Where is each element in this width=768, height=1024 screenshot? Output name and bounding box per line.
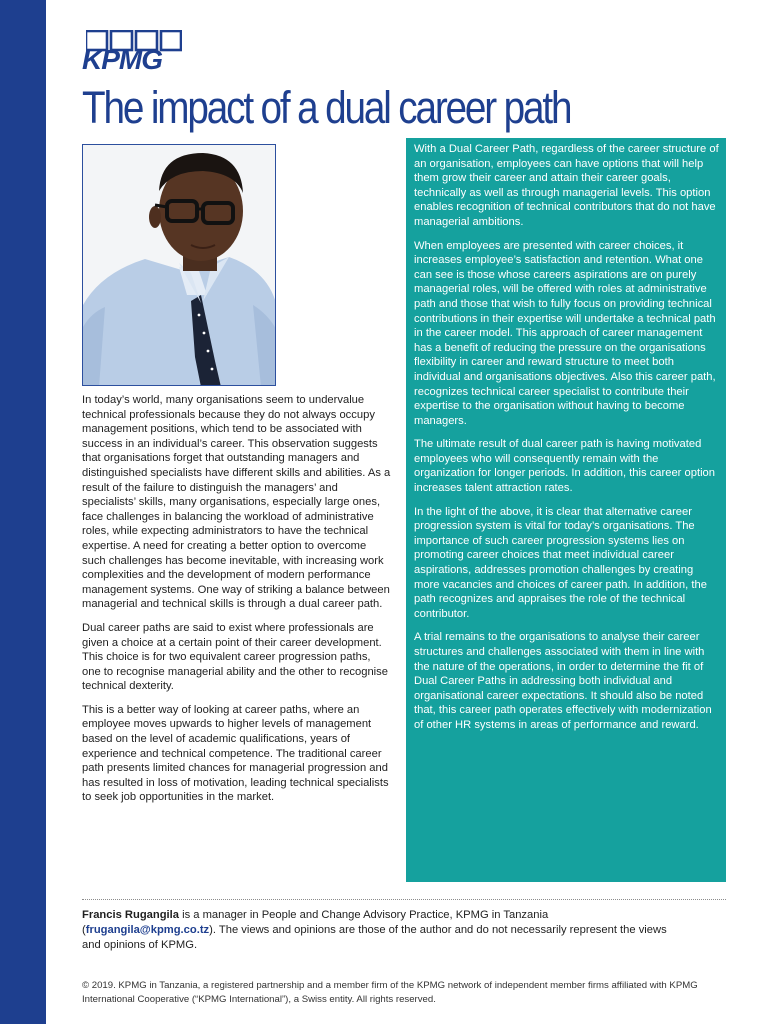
right-paragraph-3: The ultimate result of dual career path is having motivated employees who will consequently remain with the organization for longer periods. In addition, this career option increases talent attraction rates. (414, 438, 716, 495)
kpmg-logo-text: KPMG (82, 44, 162, 75)
author-bio-text: is a manager in People and Change Advisory Practice, KPMG in Tanzania (178, 909, 549, 921)
email-close: ). (209, 924, 216, 936)
side-accent-bar (0, 0, 46, 1024)
email-open: ( (82, 924, 86, 936)
portrait-illustration (83, 145, 276, 386)
article-title: The impact of a dual career path (82, 82, 571, 133)
left-paragraph-1: In today’s world, many organisations seem to undervalue technical professionals because they do not always occupy management positions, which tend to be associated with success in an individual’s career. This observation suggests that organisations forget that outstanding managers and distinguished specialists have different skills and abilities. As a result of the failure to distinguish the managers’ and specialists’ skills, many organisations, especially large ones, face challenges in balancing the workload of administrative roles, while expecting administrators to have the technical expertise. A need for creating a better option to overcome such challenges has become inevitable, with increasing work complexities and the development of modern performance management systems. One way of striking a balance between managerial and technical skills is through a dual career path. (82, 394, 391, 611)
author-bio (82, 908, 682, 953)
highlight-box (406, 138, 726, 882)
right-paragraph-1: With a Dual Career Path, regardless of the career structure of an organisation, employees can have options that will help them grow their career and attain their career goals, technically as well as through managerial levels. This option enables recognition of technical contributors that do not have managerial ambitions. (414, 143, 719, 228)
author-name: Francis Rugangila (82, 909, 179, 921)
author-disclaimer: The views and opinions are those of the author and do not necessarily represent the views and opinions of KPMG. (82, 924, 667, 951)
copyright-notice: © 2019. KPMG in Tanzania, a registered partnership and a member firm of the KPMG network of independent member firms affiliated with KPMG International Cooperative (“KPMG International”), a Swiss entity. All rights reserved. (82, 980, 698, 1005)
left-column (82, 393, 392, 814)
right-paragraph-4: In the light of the above, it is clear that alternative career progression system is vital for today’s organisations. The importance of such career progression systems lies on promoting career choices that meet individual career aspirations, addresses promotion challenges by creating more vacancies and choices of career path. In addition, the path recognizes and appraises the role of the technical contributor. (414, 505, 707, 620)
left-paragraph-2: Dual career paths are said to exist where professionals are given a choice at a certain point of their career development. This choice is for two equivalent career progression paths, one to recognise managerial ability and the other to recognise technical dexterity. (82, 621, 388, 693)
dotted-divider (82, 899, 726, 900)
author-photo (82, 144, 276, 386)
right-paragraph-5: A trial remains to the organisations to analyse their career structures and challenges associated with them in line with the nature of the operations, in order to determine the fit of Dual Career Paths in addressing both individual and organisational career expectations. It should also be noted that, this career path operates effectively with modernization of other HR systems in areas of performance and reward. (414, 631, 712, 731)
left-paragraph-3: This is a better way of looking at career paths, where an employee moves upwards to higher levels of management based on the level of academic qualifications, years of experience and technical competence. The traditional career path presents limited chances for managerial progression and has resulted in loss of motivation, leading technical specialists to seek job opportunities in the market. (82, 703, 389, 804)
author-email-link[interactable]: frugangila@kpmg.co.tz (85, 924, 210, 936)
right-paragraph-2: When employees are presented with career choices, it increases employee’s satisfaction and retention. What one can see is those whose careers aspirations are on purely managerial roles, will be offered with roles at administrative path and those that wish to fully focus on providing technical contributions in their expertise will undertake a technical path in the career model. This approach of career management has a benefit of reducing the pressure on the organisations flexibility in career and reward structure to meet both individual and organisations objectives. Also this career path, recognizes technical career specialist to contribute their expertise to the organisation without having to become managers. (414, 239, 716, 427)
kpmg-logo (82, 30, 182, 75)
